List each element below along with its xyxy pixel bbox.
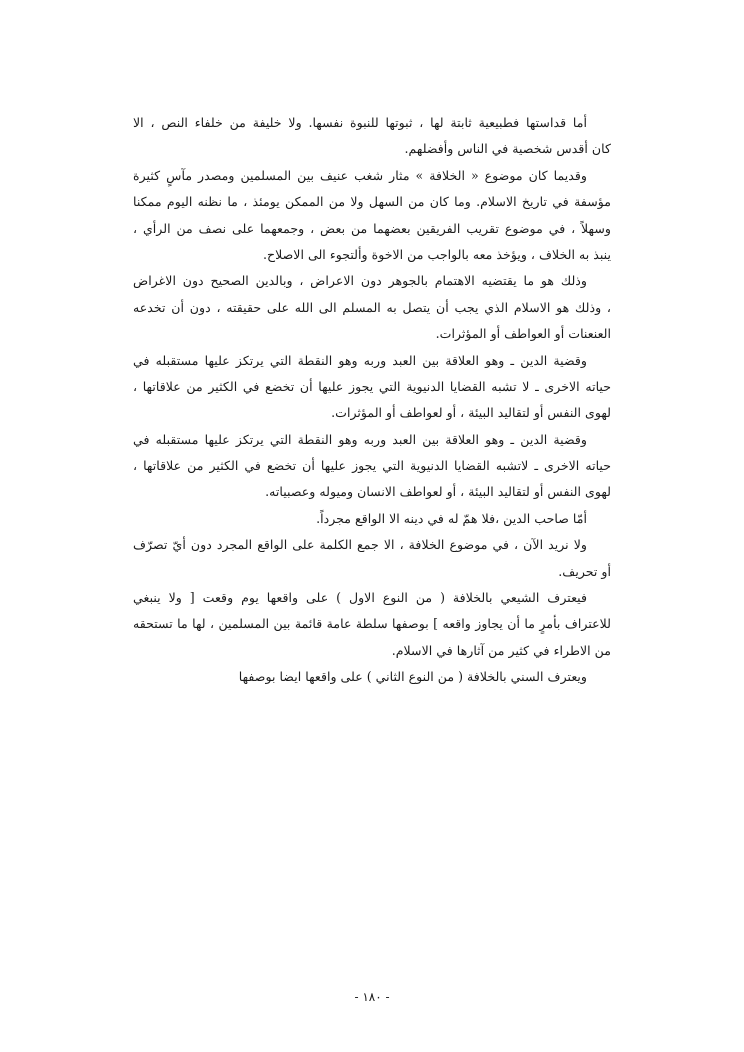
text-line: وسهلاً ، في موضوع تقريب الفريقين بعضهما من بعض ، وجمعهما على نصف من الرأي ، [133,220,611,236]
body-text [133,110,611,691]
page-number: - ١٨٠ - [354,990,390,1004]
text-line: للاعتراف بأمرٍ ما أن يجاوز واقعه ] بوصفها سلطة عامة قائمة بين المسلمين ، لها ما تستحقه [133,616,611,632]
text-line: من الاطراء في كثير من آثارها في الاسلام. [391,642,611,658]
text-line: كان أقدس شخصية في الناس وأفضلهم. [404,141,611,157]
text-line: وذلك هو ما يقتضيه الاهتمام بالجوهر دون الاعراض ، وبالدين الصحيح دون الاغراض [133,273,587,289]
text-line: ، وذلك هو الاسلام الذي يجب أن يتصل به المسلم الى الله على حقيقته ، دون أن تخدعه [133,299,611,315]
text-line: فيعترف الشيعي بالخلافة ( من النوع الاول ) على واقعها يوم وقعت [ ولا ينبغي [133,590,587,606]
text-line: ولا نريد الآن ، في موضوع الخلافة ، الا جمع الكلمة على الواقع المجرد دون أيّ تصرّف [133,537,587,553]
text-line: وقديما كان موضوع « الخلافة » مثار شغب عنيف بين المسلمين ومصدر مآسٍ كثيرة [133,167,587,183]
text-line: أو تحريف. [558,563,611,579]
text-line: وقضية الدين ـ وهو العلاقة بين العبد وربه وهو النقطة التي يرتكز عليها مستقبله في [133,431,587,447]
text-line: أمّا صاحب الدين ،فلا همّ له في دينه الا الواقع مجرداً. [316,510,587,526]
text-line: لهوى النفس أو لتقاليد البيئة ، أو لعواطف أو المؤثرات. [331,405,611,421]
text-line: ينبذ به الخلاف ، ويؤخذ معه بالواجب من الاخوة وألتجوء الى الاصلاح. [262,246,611,262]
text-line: لهوى النفس أو لتقاليد البيئة ، أو لعواطف الانسان وميوله وعصبياته. [265,484,611,500]
text-line: حياته الاخرى ـ لا تشبه القضايا الدنيوية التي يجوز عليها أن تخضع في الكثير من علاقاتها ، [133,378,611,394]
text-line: وقضية الدين ـ وهو العلاقة بين العبد وربه وهو النقطة التي يرتكز عليها مستقبله في [133,352,587,368]
text-line: أما قداستها فطبيعية ثابتة لها ، ثبوتها للنبوة نفسها. ولا خليفة من خلفاء النص ، الا [133,115,587,130]
text-line: حياته الاخرى ـ لاتشبه القضايا الدنيوية التي يجوز عليها أن تخضع في الكثير من علاقاتها ، [133,458,611,474]
text-line: ويعترف السني بالخلافة ( من النوع الثاني ) على واقعها ايضا بوصفها [238,669,587,685]
text-line: العنعنات أو العواطف أو المؤثرات. [435,326,611,342]
text-line: مؤسفة في تاريخ الاسلام. وما كان من السهل ولا من الممكن يومئذ ، ما نظنه اليوم ممكنا [133,194,611,210]
